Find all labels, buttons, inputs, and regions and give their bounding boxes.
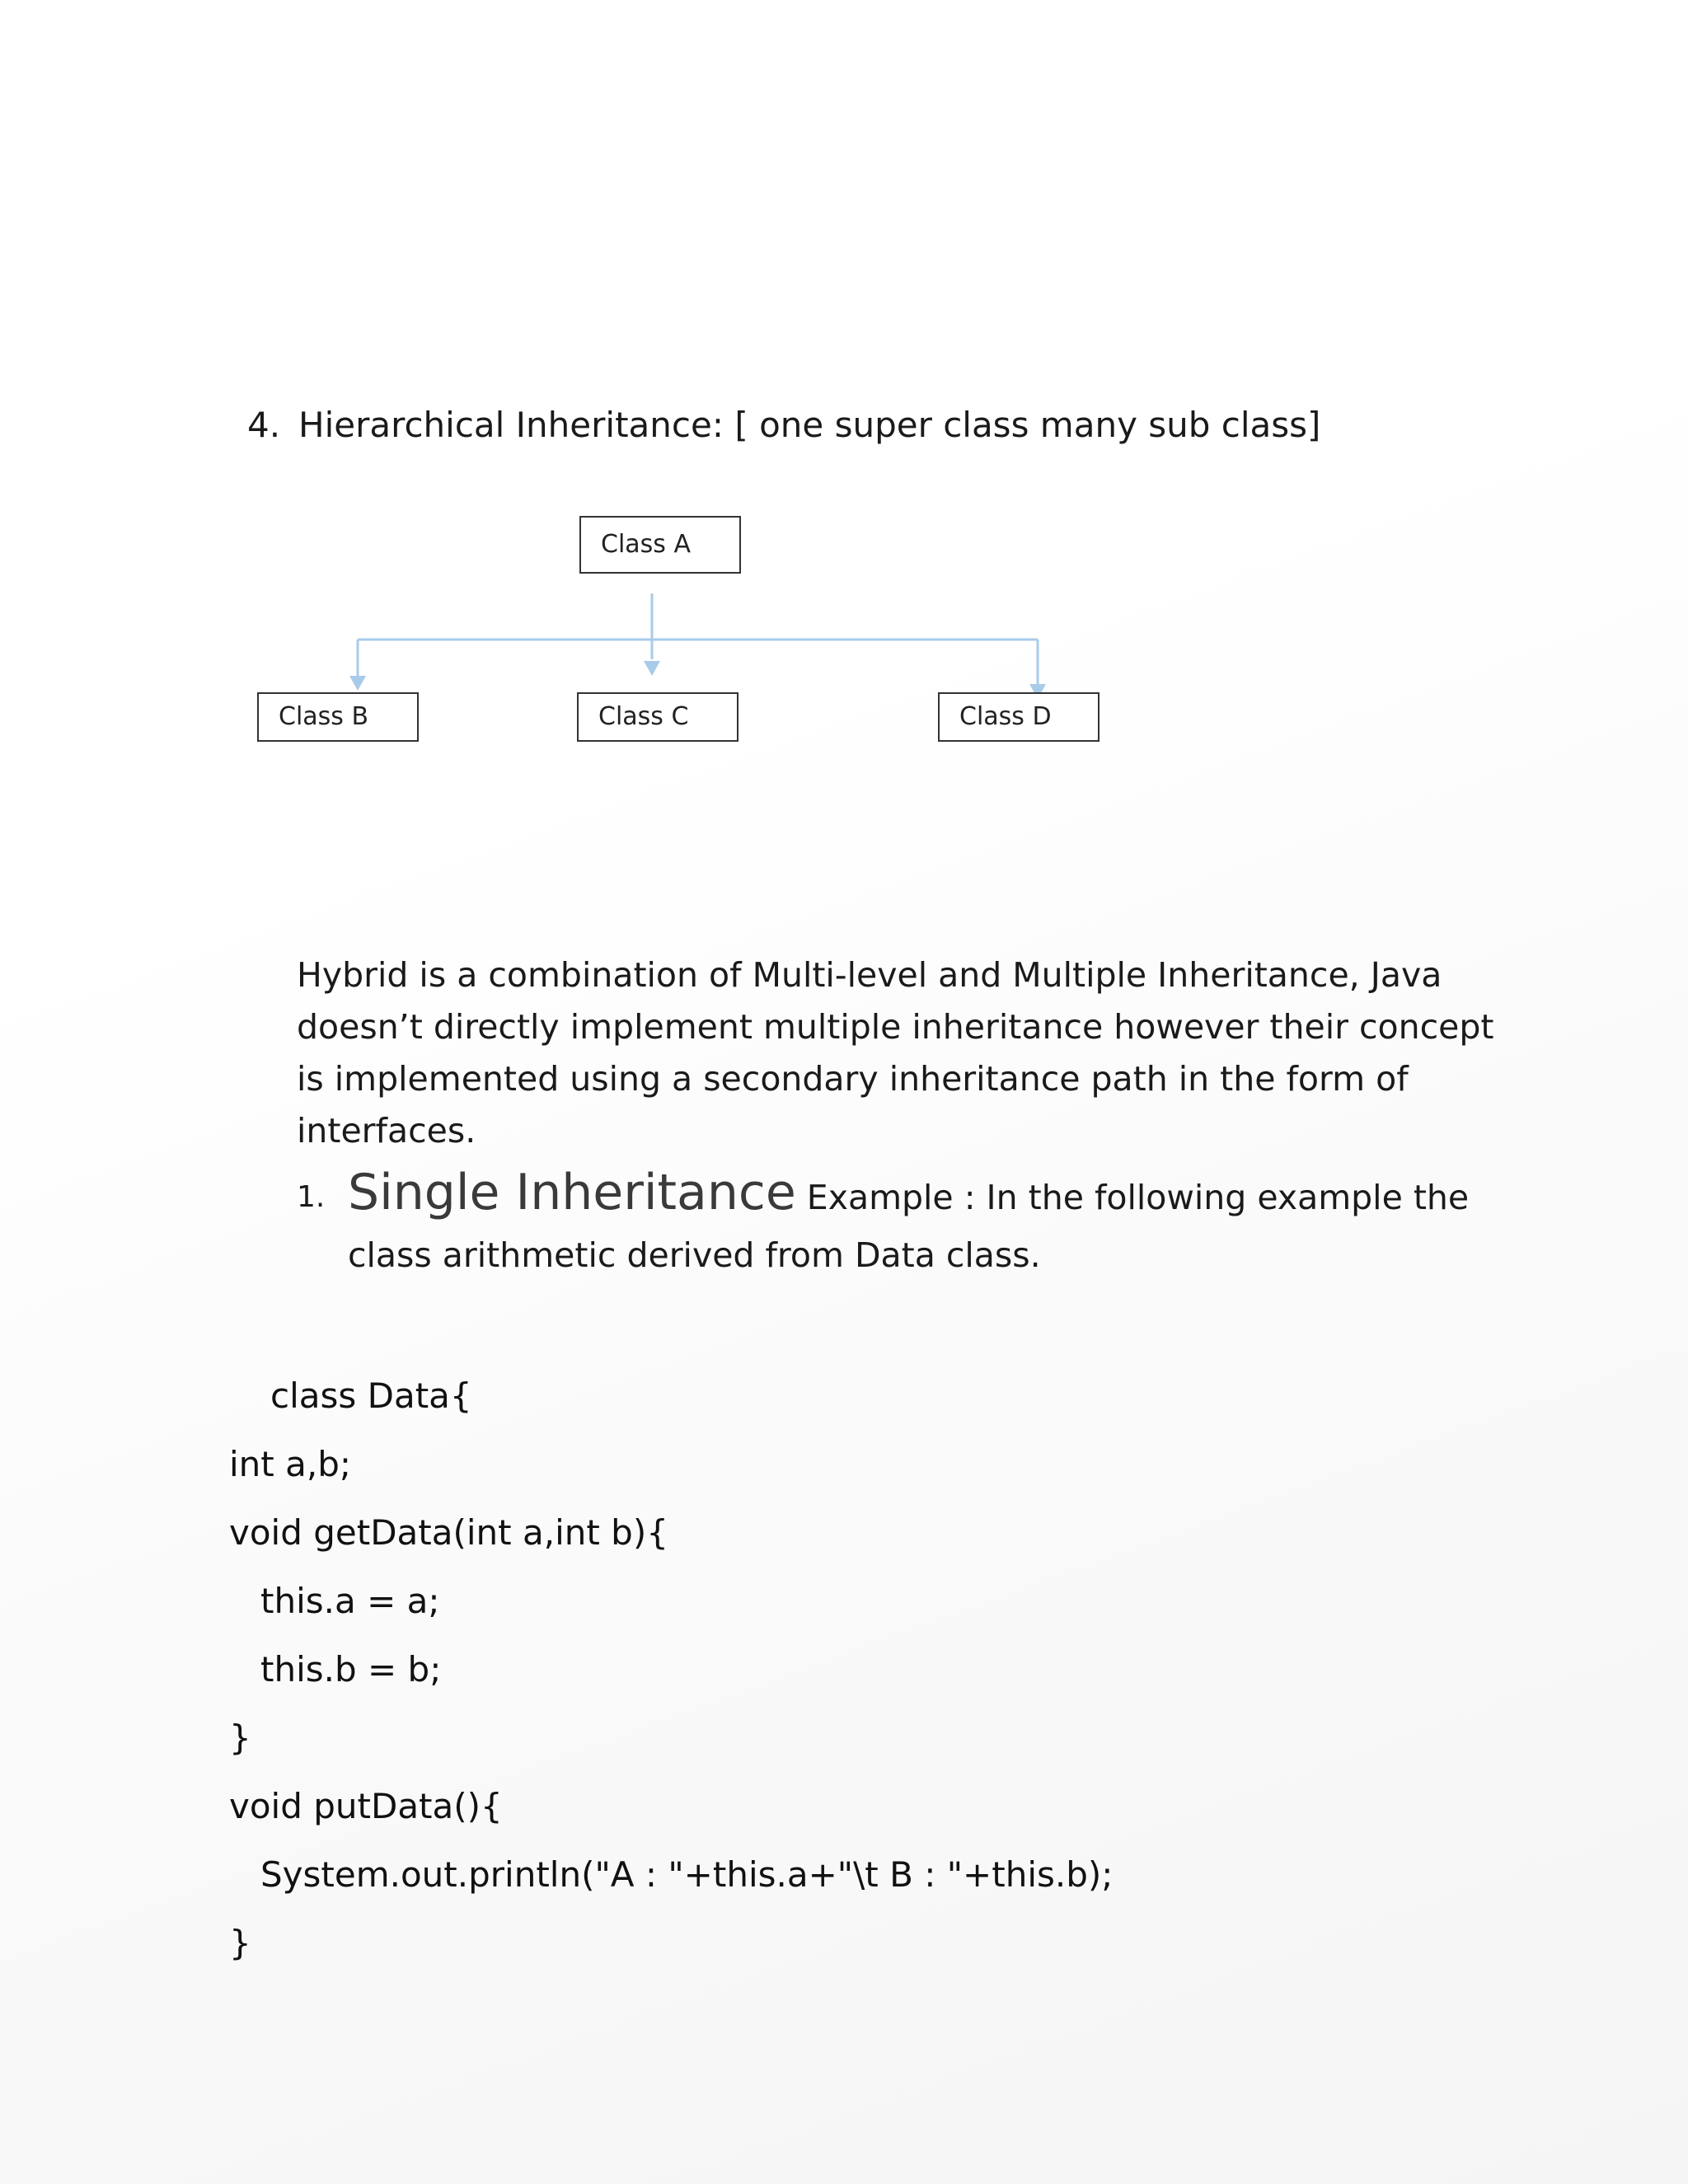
- code-line: class Data{: [270, 1376, 472, 1416]
- class-a-box: Class A: [579, 516, 741, 574]
- heading-number: 4.: [247, 405, 281, 445]
- class-c-box: Class C: [577, 692, 738, 742]
- hybrid-paragraph: Hybrid is a combination of Multi-level and Multiple Inheritance, Java doesn’t directly implement multiple inheritance however their concept is implemented using a secondary inheritance path in the form of interfaces.: [297, 955, 1494, 1151]
- code-line: void getData(int a,int b){: [229, 1512, 668, 1553]
- diagram-connectors: [0, 0, 1688, 824]
- code-line: this.b = b;: [260, 1649, 442, 1690]
- class-d-box: Class D: [938, 692, 1100, 742]
- list-item-number: 1.: [297, 1180, 326, 1214]
- code-line: int a,b;: [229, 1444, 352, 1484]
- code-line: void putData(){: [229, 1786, 503, 1826]
- class-b-box: Class B: [257, 692, 419, 742]
- arrow-to-class-c: [644, 661, 660, 676]
- code-line: this.a = a;: [260, 1581, 440, 1621]
- arrow-to-class-b: [349, 676, 366, 691]
- list-item-text: Example : In the following example the class arithmetic derived from Data class.: [348, 1178, 1470, 1275]
- code-line: }: [229, 1923, 251, 1963]
- heading-text: Hierarchical Inheritance: [ one super class many sub class]: [298, 405, 1321, 445]
- code-line: System.out.println("A : "+this.a+"\t B : "+this.b);: [260, 1854, 1114, 1895]
- list-item-title: Single Inheritance: [348, 1164, 796, 1221]
- code-line: }: [229, 1718, 251, 1758]
